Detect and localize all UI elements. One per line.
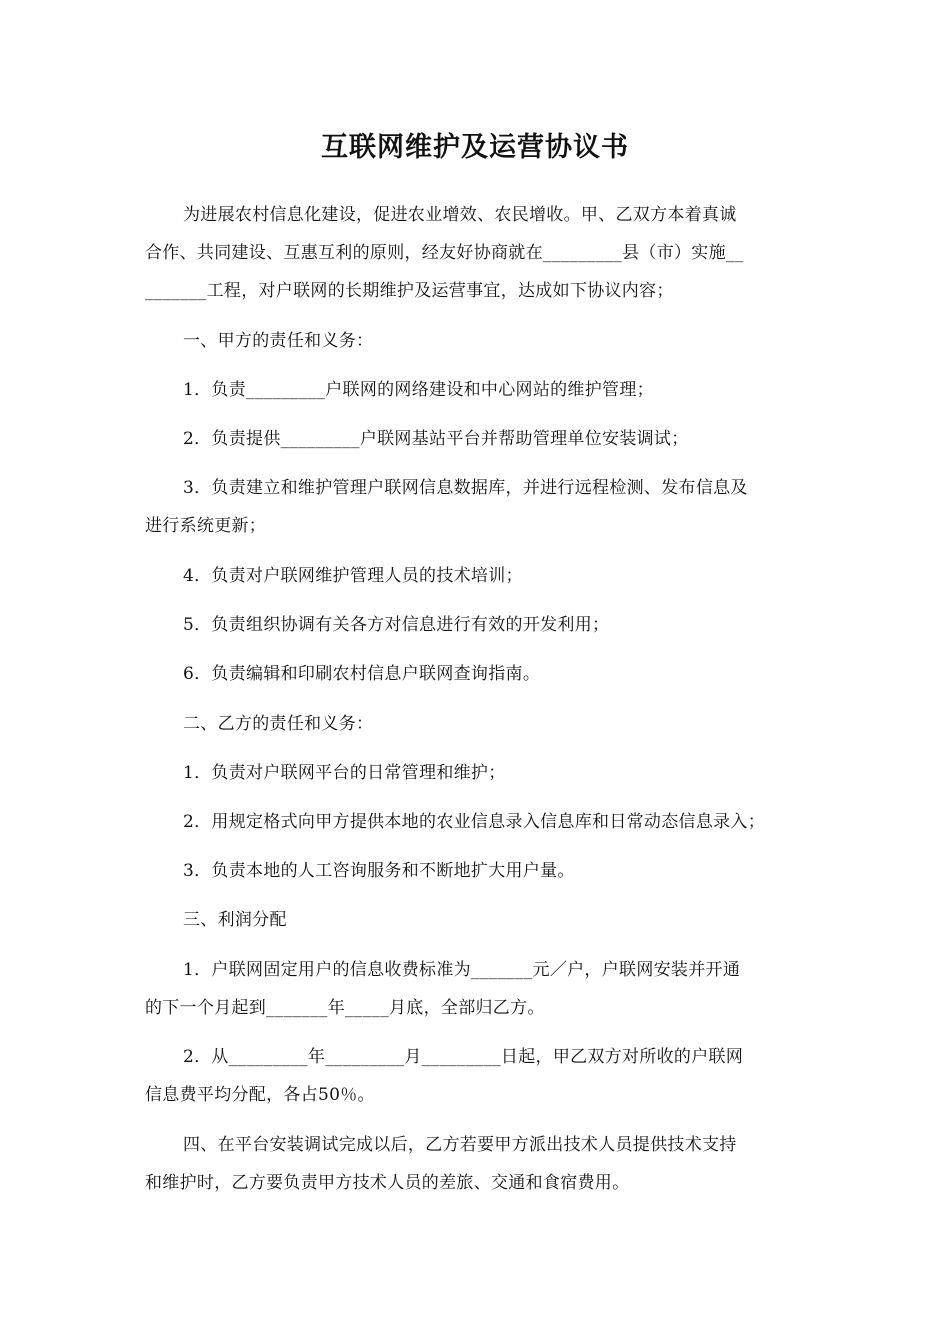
section-heading-profit: 三、利润分配 bbox=[183, 910, 287, 930]
section-four-line-2: 和维护时，乙方要负责甲方技术人员的差旅、交通和食宿费用。 bbox=[145, 1173, 630, 1193]
party-b-item-3: 3．负责本地的人工咨询服务和不断地扩大用户量。 bbox=[183, 861, 575, 881]
profit-item-2-line-1: 2．从_________年_________月_________日起，甲乙双方对所收的户联网 bbox=[183, 1047, 744, 1067]
party-b-item-1: 1．负责对户联网平台的日常管理和维护； bbox=[183, 763, 506, 783]
party-a-item-5: 5．负责组织协调有关各方对信息进行有效的开发利用； bbox=[183, 615, 610, 635]
profit-item-1-line-2: 的下一个月起到_______年_____月底，全部归乙方。 bbox=[145, 998, 545, 1018]
section-heading-party-b: 二、乙方的责任和义务： bbox=[183, 714, 374, 734]
party-a-item-6: 6．负责编辑和印刷农村信息户联网查询指南。 bbox=[183, 664, 541, 684]
paragraph-intro-line-2: 合作、共同建设、互惠互利的原则，经友好协商就在_________县（市）实施__ bbox=[145, 243, 744, 263]
party-a-item-3-line-1: 3．负责建立和维护管理户联网信息数据库，并进行远程检测、发布信息及 bbox=[183, 478, 748, 498]
profit-item-2-line-2: 信息费平均分配，各占50％。 bbox=[145, 1085, 375, 1105]
paragraph-intro-line-1: 为进展农村信息化建设，促进农业增效、农民增收。甲、乙双方本着真诚 bbox=[183, 205, 737, 225]
section-heading-party-a: 一、甲方的责任和义务： bbox=[183, 331, 374, 351]
party-a-item-3-line-2: 进行系统更新； bbox=[145, 516, 267, 536]
profit-item-1-line-1: 1．户联网固定用户的信息收费标准为_______元／户，户联网安装并开通 bbox=[183, 960, 741, 980]
party-a-item-1: 1．负责_________户联网的网络建设和中心网站的维护管理； bbox=[183, 380, 654, 400]
party-a-item-2: 2．负责提供_________户联网基站平台并帮助管理单位安装调试； bbox=[183, 429, 689, 449]
section-four-line-1: 四、在平台安装调试完成以后，乙方若要甲方派出技术人员提供技术支持 bbox=[183, 1135, 737, 1155]
document-title: 互联网维护及运营协议书 bbox=[321, 132, 629, 163]
paragraph-intro-line-3: _______工程，对户联网的长期维护及运营事宜，达成如下协议内容； bbox=[145, 281, 674, 301]
party-a-item-4: 4．负责对户联网维护管理人员的技术培训； bbox=[183, 566, 523, 586]
party-b-item-2: 2．用规定格式向甲方提供本地的农业信息录入信息库和日常动态信息录入； bbox=[183, 812, 766, 832]
